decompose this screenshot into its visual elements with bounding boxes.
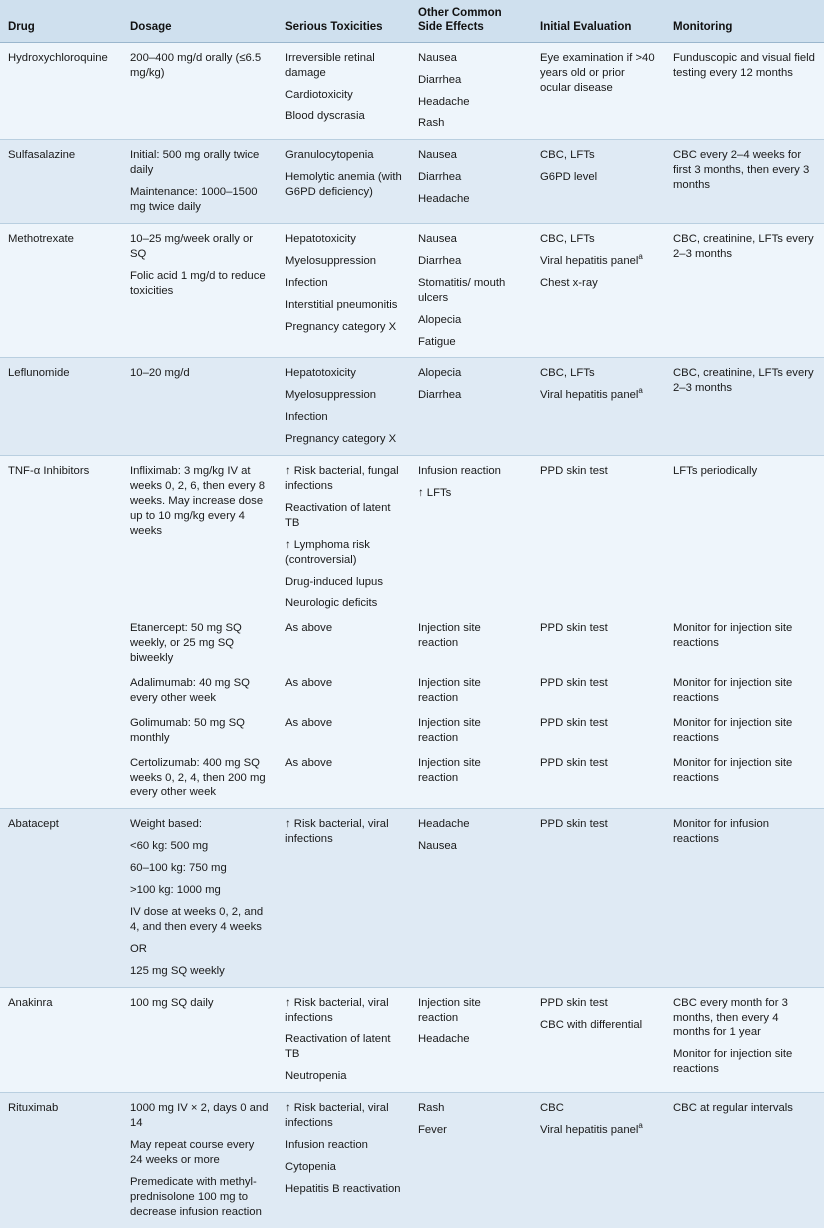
drug-label: Abatacept xyxy=(8,818,59,831)
cell-item: Headache xyxy=(418,193,470,206)
cell-item-list xyxy=(418,621,524,651)
cell-monitoring xyxy=(665,987,824,1093)
cell-item: 1000 mg IV × 2, days 0 and 14 xyxy=(130,1102,269,1130)
cell-item-list xyxy=(540,51,657,96)
cell-item-list xyxy=(285,148,402,200)
cell-item-list xyxy=(540,817,657,832)
cell-item-list xyxy=(285,232,402,335)
cell-drug-name xyxy=(0,674,122,714)
cell-item-list xyxy=(540,676,657,691)
cell-item: Fatigue xyxy=(418,335,456,348)
cell-item: ↑ Risk bacterial, viral infections xyxy=(285,818,389,846)
cell-serious-toxicities xyxy=(277,140,410,224)
cell-item: Pregnancy category X xyxy=(285,433,397,446)
cell-item-list xyxy=(130,464,269,539)
cell-item-list xyxy=(540,756,657,771)
cell-item: 100 mg SQ daily xyxy=(130,996,214,1009)
cell-item: 10–20 mg/d xyxy=(130,367,190,380)
cell-item: 60–100 kg: 750 mg xyxy=(130,862,227,875)
cell-dosage xyxy=(122,674,277,714)
cell-item: Chest x-ray xyxy=(540,276,598,289)
cell-serious-toxicities xyxy=(277,456,410,620)
cell-item-list xyxy=(130,1101,269,1219)
cell-initial-evaluation xyxy=(532,358,665,456)
cell-item: 200–400 mg/d orally (≤6.5 mg/kg) xyxy=(130,51,262,79)
table-row xyxy=(0,1093,824,1228)
cell-serious-toxicities xyxy=(277,987,410,1093)
cell-serious-toxicities xyxy=(277,754,410,809)
cell-item-list xyxy=(540,1101,657,1138)
cell-item: Reactivation of latent TB xyxy=(285,501,391,529)
cell-item: Drug-induced lupus xyxy=(285,575,383,588)
cell-other-side-effects xyxy=(410,714,532,754)
cell-initial-evaluation xyxy=(532,674,665,714)
column-header-initial-evaluation: Initial Evaluation xyxy=(532,0,665,42)
cell-drug-name xyxy=(0,1093,122,1228)
cell-item: PPD skin test xyxy=(540,756,608,769)
cell-item: Alopecia xyxy=(418,367,462,380)
cell-drug-name xyxy=(0,140,122,224)
cell-initial-evaluation xyxy=(532,987,665,1093)
cell-initial-evaluation xyxy=(532,140,665,224)
cell-item: Golimumab: 50 mg SQ monthly xyxy=(130,716,245,744)
cell-other-side-effects xyxy=(410,456,532,620)
cell-dosage xyxy=(122,1093,277,1228)
table-body xyxy=(0,42,824,1227)
cell-item: Infection xyxy=(285,411,328,424)
cell-item-list xyxy=(673,716,816,746)
cell-dosage xyxy=(122,140,277,224)
table-row xyxy=(0,456,824,620)
cell-item-list xyxy=(285,676,402,691)
cell-item: 125 mg SQ weekly xyxy=(130,964,225,977)
cell-item: Headache xyxy=(418,95,470,108)
cell-item-list xyxy=(418,148,524,207)
cell-item: Stomatitis/ mouth ulcers xyxy=(418,276,506,304)
cell-item: Neurologic deficits xyxy=(285,597,378,610)
cell-item: Myelosuppression xyxy=(285,389,377,402)
cell-item: Interstitial pneumonitis xyxy=(285,298,398,311)
cell-item: Nausea xyxy=(418,51,457,64)
cell-drug-name xyxy=(0,456,122,620)
cell-item: Hemolytic anemia (with G6PD deficiency) xyxy=(285,171,402,199)
cell-initial-evaluation xyxy=(532,714,665,754)
cell-item: Monitor for injection site reactions xyxy=(673,677,793,704)
table-row xyxy=(0,809,824,987)
cell-drug-name xyxy=(0,224,122,358)
cell-item: Diarrhea xyxy=(418,389,462,402)
cell-drug-name xyxy=(0,754,122,809)
cell-item-list xyxy=(540,366,657,403)
cell-serious-toxicities xyxy=(277,674,410,714)
cell-item: Rash xyxy=(418,1102,445,1115)
cell-item-list xyxy=(285,464,402,611)
cell-item: Cardiotoxicity xyxy=(285,88,353,101)
cell-drug-name xyxy=(0,714,122,754)
cell-item-list xyxy=(285,1101,402,1197)
cell-item-list xyxy=(418,464,524,501)
cell-item-list xyxy=(673,51,816,81)
cell-item: CBC, LFTs xyxy=(540,149,595,162)
cell-item: ↑ Risk bacterial, fungal infections xyxy=(285,465,399,492)
cell-item: Irreversible retinal damage xyxy=(285,51,375,79)
cell-monitoring xyxy=(665,1093,824,1228)
cell-item: PPD skin test xyxy=(540,677,608,690)
cell-item: Diarrhea xyxy=(418,254,462,267)
cell-item-list xyxy=(418,51,524,132)
cell-item: Folic acid 1 mg/d to reduce toxicities xyxy=(130,269,266,297)
cell-item-list xyxy=(130,716,269,746)
cell-item-list xyxy=(540,148,657,185)
cell-item-list xyxy=(418,676,524,706)
cell-item: Alopecia xyxy=(418,313,462,326)
cell-other-side-effects xyxy=(410,674,532,714)
cell-item: Nausea xyxy=(418,840,457,853)
cell-item: CBC xyxy=(540,1102,564,1115)
cell-item-list xyxy=(540,621,657,636)
cell-item: As above xyxy=(285,622,333,635)
cell-other-side-effects xyxy=(410,987,532,1093)
drug-label: TNF-α Inhibitors xyxy=(8,465,90,478)
cell-item: LFTs periodically xyxy=(673,465,758,478)
cell-item-list xyxy=(285,621,402,636)
cell-other-side-effects xyxy=(410,619,532,674)
cell-item: Cytopenia xyxy=(285,1160,336,1173)
cell-item: Nausea xyxy=(418,149,457,162)
cell-item: CBC every month for 3 months, then every 4 months for 1 year xyxy=(673,996,788,1039)
cell-serious-toxicities xyxy=(277,714,410,754)
table-row xyxy=(0,619,824,674)
cell-item: CBC, creatinine, LFTs every 2–3 months xyxy=(673,233,814,260)
cell-item-list xyxy=(673,621,816,651)
cell-item: Injection site reaction xyxy=(418,996,481,1024)
cell-item-list xyxy=(285,817,402,847)
column-header-monitoring: Monitoring xyxy=(665,0,824,42)
cell-item: Hepatotoxicity xyxy=(285,233,356,245)
cell-item: May repeat course every 24 weeks or more xyxy=(130,1138,255,1166)
cell-serious-toxicities xyxy=(277,42,410,140)
drug-label: Sulfasalazine xyxy=(8,149,76,162)
cell-item: CBC, LFTs xyxy=(540,367,595,380)
cell-item-list xyxy=(285,996,402,1085)
drug-label: Anakinra xyxy=(8,996,53,1009)
cell-item: Headache xyxy=(418,1033,470,1046)
cell-dosage xyxy=(122,358,277,456)
cell-item: Certolizumab: 400 mg SQ weeks 0, 2, 4, then 200 mg every other week xyxy=(130,756,266,799)
cell-item: >100 kg: 1000 mg xyxy=(130,884,221,897)
cell-drug-name xyxy=(0,809,122,987)
cell-initial-evaluation xyxy=(532,1093,665,1228)
cell-item: Viral hepatitis panel$^a$ xyxy=(540,252,643,267)
cell-item-list xyxy=(418,756,524,786)
drug-label: Methotrexate xyxy=(8,233,74,245)
column-header-serious-toxicities: Serious Toxicities xyxy=(277,0,410,42)
cell-item: PPD skin test xyxy=(540,716,608,729)
cell-item: PPD skin test xyxy=(540,622,608,635)
cell-item: ↑ Lymphoma risk (controversial) xyxy=(285,538,370,566)
cell-item: Fever xyxy=(418,1124,447,1137)
cell-item: CBC every 2–4 weeks for first 3 months, then every 3 months xyxy=(673,149,810,192)
cell-drug-name xyxy=(0,987,122,1093)
cell-item: OR xyxy=(130,942,147,955)
cell-other-side-effects xyxy=(410,140,532,224)
cell-serious-toxicities xyxy=(277,358,410,456)
cell-item-list xyxy=(673,148,816,193)
cell-item: Rash xyxy=(418,117,445,130)
cell-item-list xyxy=(673,817,816,847)
table-row xyxy=(0,754,824,809)
table-row xyxy=(0,224,824,358)
cell-initial-evaluation xyxy=(532,224,665,358)
column-header-other-common-side-effects: Other Common Side Effects xyxy=(410,0,532,42)
cell-item: Neutropenia xyxy=(285,1070,347,1083)
cell-monitoring xyxy=(665,140,824,224)
table-row xyxy=(0,674,824,714)
cell-item: Injection site reaction xyxy=(418,677,481,704)
drug-label: Rituximab xyxy=(8,1102,59,1115)
cell-dosage xyxy=(122,714,277,754)
cell-item-list xyxy=(285,51,402,125)
cell-item-list xyxy=(285,716,402,731)
cell-item: Nausea xyxy=(418,233,457,245)
cell-item: Diarrhea xyxy=(418,73,462,86)
cell-item: Infection xyxy=(285,276,328,289)
table-header-row xyxy=(0,0,824,42)
cell-item: G6PD level xyxy=(540,171,598,184)
cell-item: Viral hepatitis panel$^a$ xyxy=(540,1121,643,1137)
cell-initial-evaluation xyxy=(532,619,665,674)
cell-item: ↑ Risk bacterial, viral infections xyxy=(285,1102,389,1130)
cell-item-list xyxy=(285,366,402,447)
cell-item: Viral hepatitis panel$^a$ xyxy=(540,386,643,402)
column-header-drug: Drug xyxy=(0,0,122,42)
cell-item-list xyxy=(130,756,269,801)
cell-item-list xyxy=(130,51,269,81)
cell-dosage xyxy=(122,619,277,674)
cell-item: Maintenance: 1000–1500 mg twice daily xyxy=(130,186,258,214)
cell-other-side-effects xyxy=(410,224,532,358)
cell-item: Infliximab: 3 mg/kg IV at weeks 0, 2, 6, then every 8 weeks. May increase dose up to 10 mg/kg every 4 weeks xyxy=(130,465,266,537)
cell-item-list xyxy=(285,756,402,771)
column-header-dosage: Dosage xyxy=(122,0,277,42)
cell-item-list xyxy=(540,996,657,1033)
cell-item: Pregnancy category X xyxy=(285,320,397,333)
cell-serious-toxicities xyxy=(277,809,410,987)
cell-item: Granulocytopenia xyxy=(285,149,374,162)
cell-monitoring xyxy=(665,456,824,620)
table-row xyxy=(0,358,824,456)
cell-other-side-effects xyxy=(410,754,532,809)
table-row xyxy=(0,140,824,224)
cell-item: ↑ LFTs xyxy=(418,486,452,499)
cell-initial-evaluation xyxy=(532,809,665,987)
cell-drug-name xyxy=(0,42,122,140)
cell-item-list xyxy=(540,716,657,731)
cell-item-list xyxy=(130,621,269,666)
cell-item-list xyxy=(418,996,524,1048)
cell-serious-toxicities xyxy=(277,619,410,674)
cell-dosage xyxy=(122,42,277,140)
cell-item: Myelosuppression xyxy=(285,254,377,267)
cell-item-list xyxy=(418,232,524,349)
cell-item-list xyxy=(673,676,816,706)
cell-item: As above xyxy=(285,756,333,769)
cell-drug-name xyxy=(0,358,122,456)
cell-item: Headache xyxy=(418,818,470,831)
drug-label: Hydroxychloroquine xyxy=(8,51,108,64)
cell-item: Infusion reaction xyxy=(285,1138,368,1151)
cell-item: Injection site reaction xyxy=(418,756,481,784)
cell-monitoring xyxy=(665,809,824,987)
cell-item: Funduscopic and visual field testing every 12 months xyxy=(673,51,815,79)
cell-item-list xyxy=(673,996,816,1078)
cell-item-list xyxy=(673,756,816,786)
cell-item: 10–25 mg/week orally or SQ xyxy=(130,233,254,260)
table-header xyxy=(0,0,824,42)
cell-item-list xyxy=(130,817,269,978)
cell-item: Injection site reaction xyxy=(418,622,481,650)
cell-item: Eye examination if >40 years old or prior ocular disease xyxy=(540,51,655,94)
cell-item-list xyxy=(130,232,269,299)
cell-item: CBC at regular intervals xyxy=(673,1102,793,1115)
cell-item: As above xyxy=(285,716,333,729)
cell-serious-toxicities xyxy=(277,1093,410,1228)
drug-label: Leflunomide xyxy=(8,367,70,380)
cell-monitoring xyxy=(665,754,824,809)
cell-other-side-effects xyxy=(410,1093,532,1228)
cell-item: Monitor for infusion reactions xyxy=(673,818,770,846)
cell-item: Diarrhea xyxy=(418,171,462,184)
cell-monitoring xyxy=(665,224,824,358)
cell-item: Initial: 500 mg orally twice daily xyxy=(130,149,260,177)
cell-item: Weight based: xyxy=(130,818,203,831)
cell-item-list xyxy=(540,232,657,291)
cell-item-list xyxy=(540,464,657,479)
cell-item: Etanercept: 50 mg SQ weekly, or 25 mg SQ biweekly xyxy=(130,622,242,665)
footnote-marker: a xyxy=(638,252,643,262)
cell-item: ↑ Risk bacterial, viral infections xyxy=(285,996,389,1024)
cell-dosage xyxy=(122,809,277,987)
cell-item: Infusion reaction xyxy=(418,465,501,478)
cell-item: CBC with differential xyxy=(540,1018,643,1031)
cell-item: CBC, LFTs xyxy=(540,233,595,245)
table-row xyxy=(0,42,824,140)
cell-dosage xyxy=(122,987,277,1093)
cell-item-list xyxy=(673,1101,816,1116)
footnote-marker: a xyxy=(638,1121,643,1131)
cell-item: Monitor for injection site reactions xyxy=(673,716,793,744)
cell-item-list xyxy=(673,366,816,396)
cell-serious-toxicities xyxy=(277,224,410,358)
cell-item-list xyxy=(673,232,816,262)
table-row xyxy=(0,987,824,1093)
cell-item: PPD skin test xyxy=(540,465,608,478)
cell-dosage xyxy=(122,754,277,809)
cell-item-list xyxy=(418,716,524,746)
cell-item: Blood dyscrasia xyxy=(285,110,365,123)
cell-item: CBC, creatinine, LFTs every 2–3 months xyxy=(673,367,814,395)
cell-item: PPD skin test xyxy=(540,996,608,1009)
cell-item: Premedicate with methyl-prednisolone 100 mg to decrease infusion reaction xyxy=(130,1175,262,1218)
footnote-marker: a xyxy=(638,386,643,396)
cell-item-list xyxy=(418,1101,524,1138)
cell-initial-evaluation xyxy=(532,42,665,140)
cell-monitoring xyxy=(665,42,824,140)
cell-item-list xyxy=(130,366,269,381)
cell-other-side-effects xyxy=(410,358,532,456)
cell-initial-evaluation xyxy=(532,456,665,620)
cell-item: Hepatitis B reactivation xyxy=(285,1182,401,1195)
cell-item-list xyxy=(130,148,269,215)
cell-item: Monitor for injection site reactions xyxy=(673,756,793,784)
cell-item: <60 kg: 500 mg xyxy=(130,840,209,853)
cell-item: Injection site reaction xyxy=(418,716,481,744)
cell-item: Monitor for injection site reactions xyxy=(673,622,793,650)
cell-initial-evaluation xyxy=(532,754,665,809)
cell-other-side-effects xyxy=(410,809,532,987)
cell-item: Hepatotoxicity xyxy=(285,367,356,380)
cell-dosage xyxy=(122,224,277,358)
cell-item-list xyxy=(130,996,269,1011)
cell-other-side-effects xyxy=(410,42,532,140)
cell-item: PPD skin test xyxy=(540,818,608,831)
cell-item-list xyxy=(418,366,524,403)
cell-item-list xyxy=(673,464,816,479)
table-row xyxy=(0,714,824,754)
cell-drug-name xyxy=(0,619,122,674)
cell-item: IV dose at weeks 0, 2, and 4, and then every 4 weeks xyxy=(130,906,264,933)
cell-item-list xyxy=(130,676,269,706)
cell-dosage xyxy=(122,456,277,620)
cell-monitoring xyxy=(665,358,824,456)
cell-monitoring xyxy=(665,619,824,674)
cell-item: Adalimumab: 40 mg SQ every other week xyxy=(130,677,250,704)
cell-monitoring xyxy=(665,714,824,754)
cell-monitoring xyxy=(665,674,824,714)
cell-item: Reactivation of latent TB xyxy=(285,1033,391,1061)
cell-item-list xyxy=(418,817,524,854)
cell-item: Monitor for injection site reactions xyxy=(673,1048,793,1076)
cell-item: As above xyxy=(285,677,333,690)
